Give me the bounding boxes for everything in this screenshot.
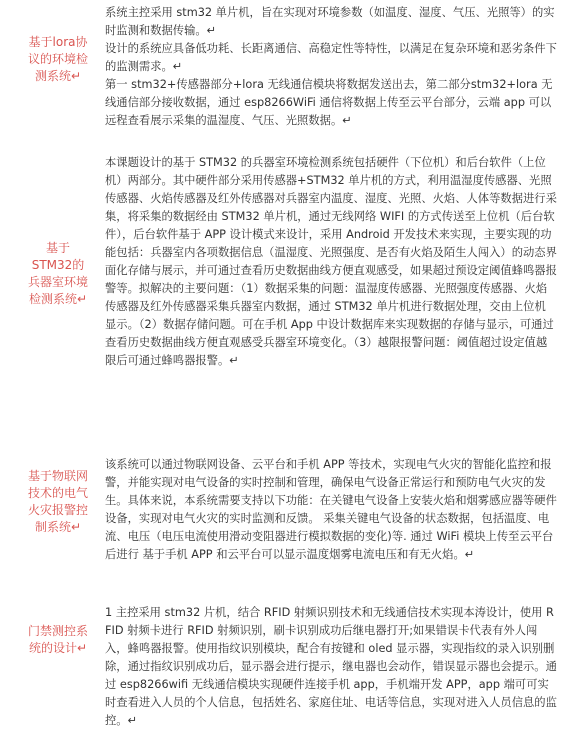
row-title: 基于物联网技术的电气火灾报警控制系统↵ [27,469,88,534]
row-description [105,4,557,130]
paragraph: 设计的系统应具备低功耗、长距离通信、高稳定性等特性，以满足在复杂环境和恶劣条件下的监测需求。↵ [105,42,557,73]
row-title: 基于STM32的兵器室环境检测系统↵ [27,241,88,306]
table-row [0,450,563,590]
table-row [0,590,563,751]
row-title: 门禁测控系统的设计↵ [27,624,88,655]
table-row [0,0,563,140]
paragraph: 1 主控采用 stm32 片机，结合 RFID 射频识别技术和无线通信技术实现本涛设计，使用 RFID 射频卡进行 RFID 射频识别，刷卡识别成功后继电器打开;如果错误卡代表有外人闯入，蜂鸣器报警。使用指纹识别模块，配合有按键和 oled 显示器，实现指纹的录入识别删除，通过指纹识别成功后，显示器会进行提示，继电器也会动作，错误显示器也会提示。通过 esp8266wifi 无线通信模块实现硬件连接手机 app，手机端开发 APP，app 端可可实时查看进入人员的个人信息，包括姓名、家庭住址、电话等信息，实现对进入人员信息的监控。↵ [105,606,557,727]
row-description [105,456,557,564]
row-description [105,604,557,730]
paragraph: 系统主控采用 stm32 单片机，旨在实现对环境参数（如温度、湿度、气压、光照等）的实时监测和数据传输。↵ [105,6,555,37]
paragraph: 该系统可以通过物联网设备、云平台和手机 APP 等技术，实现电气火灾的智能化监控和报警，并能实现对电气设备的实时控制和管理，确保电气设备正常运行和预防电气火灾的发生。具体来说，本系统需要支持以下功能：在关键电气设备上安装火焰和烟雾感应器等硬件设备，实现对电气火灾的实时监测和反馈。 采集关键电气设备的状态数据，包括温度、电流、电压（电压电流使用滑动变阻器进行模拟数据的变化)等. 通过 WiFi 模块上传至云平台后进行 基于手机 APP 和云平台可以显示温度烟雾电流电压和有无火焰。↵ [105,458,557,561]
table-row [0,140,563,450]
row-title: 基于lora协议的环境检测系统↵ [27,35,88,83]
row-description [105,154,557,370]
paragraph: 本课题设计的基于 STM32 的兵器室环境检测系统包括硬件（下位机）和后台软件（上位机）两部分。其中硬件部分采用传感器+STM32 单片机的方式，利用温湿度传感器、光照传感器、火焰传感器及红外传感器对兵器室内温度、湿度、光照、火焰、人体等数据进行采集，将采集的数据经由 STM32 单片机，通过无线网络 WIFI 的方式传送至上位机（后台软件），后台软件基于 APP 设计模式来设计，采用 Android 开发技术来实现，主要实现的功能包括：兵器室内各项数据信息（温湿度、光照强度、是否有火焰及陌生人闯入）的动态界面化存储与展示，并可通过查看历史数据曲线方便直观感受，如果超过预设定阈值蜂鸣器报警等。拟解决的主要问题：（1）数据采集的问题：温湿度传感器、光照强度传感器、火焰传感器及红外传感器采集兵器室内数据，通过 STM32 单片机进行数据处理，交由上位机显示。（2）数据存储问题。可在手机 App 中设计数据库来实现数据的存储与显示，可通过查看历史数据曲线方便直观感受兵器室环境变化。（3）越限报警问题：阈值超过设定值越限后可通过蜂鸣器报警。↵ [105,156,557,367]
paragraph: 第一 stm32+传感器部分+lora 无线通信模块将数据发送出去，第二部分stm32+lora 无线通信部分接收数据，通过 esp8266WiFi 通信将数据上传至云平台部分，云端 app 可以远程查看展示采集的温湿度、气压、光照数据。↵ [105,78,553,127]
